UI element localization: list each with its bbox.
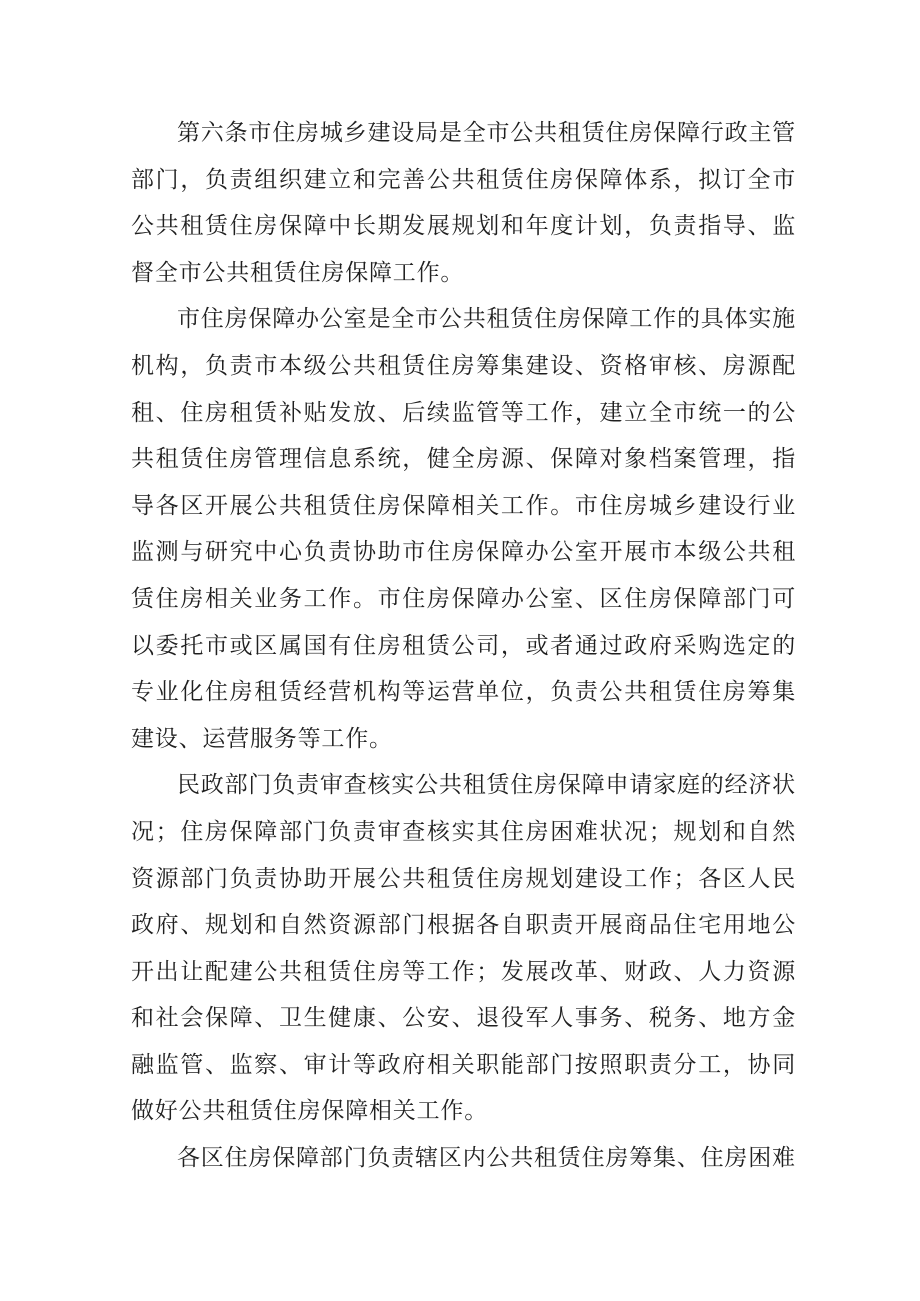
paragraph-article-6: 第六条市住房城乡建设局是全市公共租赁住房保障行政主管部门，负责组织建立和完善公共租赁住房保障体系，拟订全市公共租赁住房保障中长期发展规划和年度计划，负责指导、监督全市公共租赁住房保障工作。	[131, 120, 796, 286]
document-body	[131, 110, 796, 1182]
paragraph-departments: 民政部门负责审查核实公共租赁住房保障申请家庭的经济状况；住房保障部门负责审查核实其住房困难状况；规划和自然资源部门负责协助开展公共租赁住房规划建设工作；各区人民政府、规划和自然资源部门根据各自职责开展商品住宅用地公开出让配建公共租赁住房等工作；发展改革、财政、人力资源和社会保障、卫生健康、公安、退役军人事务、税务、地方金融监管、监察、审计等政府相关职能部门按照职责分工，协同做好公共租赁住房保障相关工作。	[131, 772, 796, 1125]
paragraph-district-offices: 各区住房保障部门负责辖区内公共租赁住房筹集、住房困难	[177, 1145, 796, 1172]
paragraph-housing-office: 市住房保障办公室是全市公共租赁住房保障工作的具体实施机构，负责市本级公共租赁住房筹集建设、资格审核、房源配租、住房租赁补贴发放、后续监管等工作，建立全市统一的公共租赁住房管理信息系统，健全房源、保障对象档案管理，指导各区开展公共租赁住房保障相关工作。市住房城乡建设行业监测与研究中心负责协助市住房保障办公室开展市本级公共租赁住房相关业务工作。市住房保障办公室、区住房保障部门可以委托市或区属国有住房租赁公司，或者通过政府采购选定的专业化住房租赁经营机构等运营单位，负责公共租赁住房筹集建设、运营服务等工作。	[131, 306, 796, 752]
